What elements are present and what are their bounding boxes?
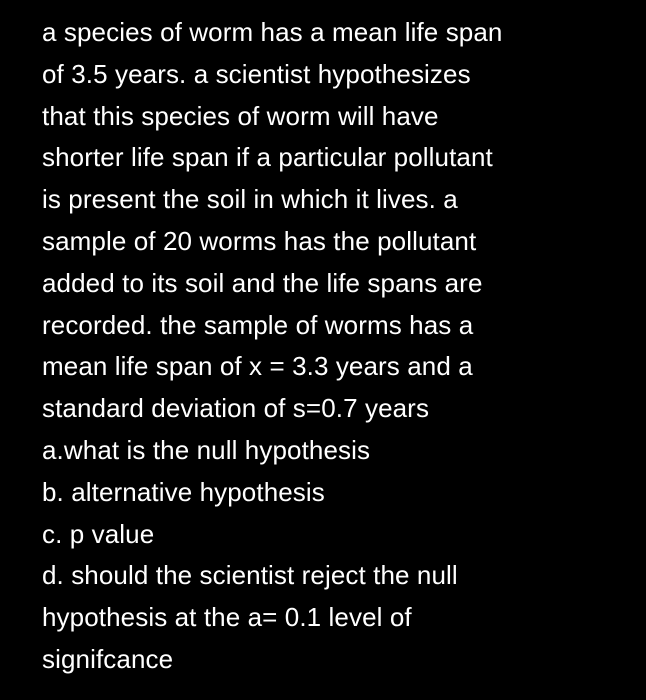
question-line: mean life span of x = 3.3 years and a: [42, 351, 473, 382]
question-line: of 3.5 years. a scientist hypothesizes: [42, 58, 471, 89]
part-d-prompt-cont: hypothesis at the a= 0.1 level of: [42, 602, 412, 633]
part-c-prompt: c. p value: [42, 518, 155, 549]
question-line: that this species of worm will have: [42, 100, 439, 131]
question-line: a species of worm has a mean life span: [42, 17, 503, 47]
part-a-prompt: a.what is the null hypothesis: [42, 434, 371, 465]
part-d-prompt: d. should the scientist reject the null: [42, 560, 458, 591]
question-text: [42, 12, 642, 681]
part-b-prompt: b. alternative hypothesis: [42, 476, 325, 507]
question-line: standard deviation of s=0.7 years: [42, 393, 430, 424]
question-line: shorter life span if a particular pollutant: [42, 142, 493, 173]
question-line: recorded. the sample of worms has a: [42, 309, 474, 340]
question-line: is present the soil in which it lives. a: [42, 184, 458, 215]
part-d-prompt-cont: signifcance: [42, 643, 174, 674]
question-line: sample of 20 worms has the pollutant: [42, 225, 477, 256]
question-line: added to its soil and the life spans are: [42, 267, 483, 298]
